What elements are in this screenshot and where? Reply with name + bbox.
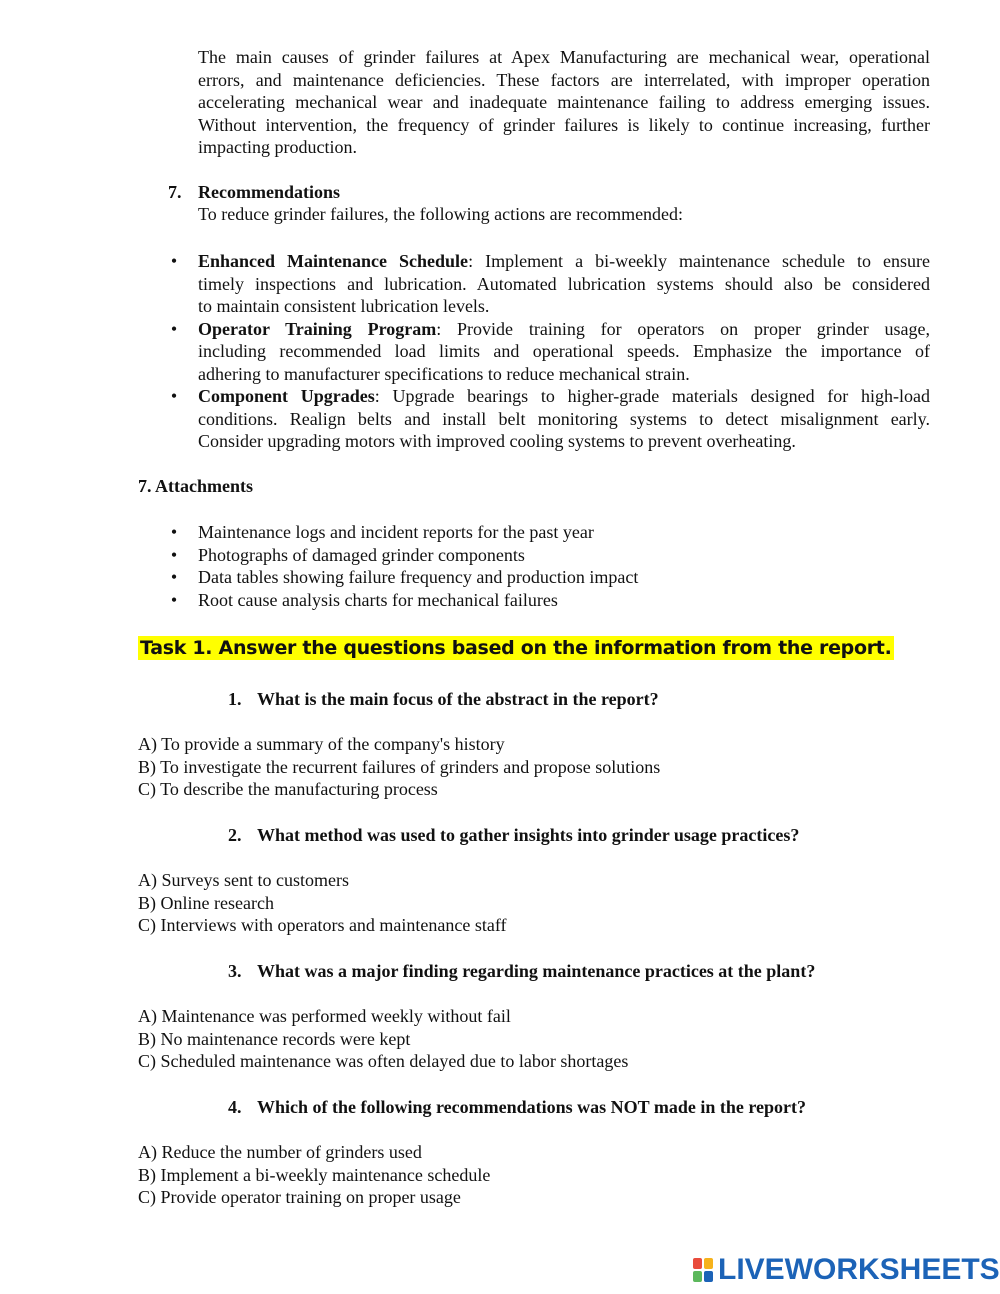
question-number: 3. xyxy=(228,961,242,981)
question-number: 1. xyxy=(228,689,242,709)
answer-option[interactable]: A) Maintenance was performed weekly without fail xyxy=(138,1006,511,1026)
attachments-list xyxy=(168,521,638,611)
answer-option[interactable]: C) Provide operator training on proper usage xyxy=(138,1187,461,1207)
answer-option[interactable]: B) Implement a bi-weekly maintenance schedule xyxy=(138,1164,491,1185)
logo-square xyxy=(693,1271,702,1282)
recommendation-text: : Implement a bi-weekly maintenance schedule to ensure xyxy=(468,251,931,271)
attachment-item xyxy=(168,589,638,612)
attachment-item xyxy=(168,521,638,544)
recommendation-text: to maintain consistent lubrication levels. xyxy=(198,296,490,316)
recommendations-heading: Recommendations xyxy=(198,182,340,202)
recommendations-intro: To reduce grinder failures, the following actions are recommended: xyxy=(198,204,684,224)
answer-option[interactable]: C) Scheduled maintenance was often delayed due to labor shortages xyxy=(138,1051,629,1071)
recommendation-text: adhering to manufacturer specifications to reduce mechanical strain. xyxy=(198,363,690,384)
attachment-text: Data tables showing failure frequency and production impact xyxy=(198,567,639,587)
answer-option[interactable]: B) Online research xyxy=(138,892,274,913)
bullet-icon: • xyxy=(170,567,178,587)
logo-square xyxy=(693,1258,702,1269)
recommendation-text: timely inspections and lubrication. Automated lubrication systems should also be considered xyxy=(198,273,930,294)
conclusion-line: The main causes of grinder failures at Apex Manufacturing are mechanical wear, operational xyxy=(198,47,930,67)
bullet-icon: • xyxy=(170,318,178,339)
conclusion-paragraph xyxy=(198,46,930,159)
question-text: Which of the following recommendations was NOT made in the report? xyxy=(257,1097,806,1117)
attachment-text: Photographs of damaged grinder components xyxy=(198,544,525,565)
conclusion-line: accelerating mechanical wear and inadequate maintenance failing to address emerging issues. xyxy=(198,92,930,112)
question-text: What was a major finding regarding maintenance practices at the plant? xyxy=(257,961,816,981)
answer-option[interactable]: B) No maintenance records were kept xyxy=(138,1028,411,1049)
question-1-options xyxy=(138,733,660,801)
question-number: 2. xyxy=(228,825,242,845)
conclusion-line: errors, and maintenance deficiencies. These factors are interrelated, with improper operation xyxy=(198,69,930,90)
recommendation-item xyxy=(168,318,930,386)
attachments-heading: 7. Attachments xyxy=(138,476,253,496)
logo-text: LIVEWORKSHEETS xyxy=(718,1253,1000,1286)
recommendation-item xyxy=(168,385,930,453)
question-2-options xyxy=(138,869,507,937)
recommendation-text: conditions. Realign belts and install belt monitoring systems to detect misalignment early. xyxy=(198,408,930,429)
liveworksheets-logo[interactable] xyxy=(693,1253,1000,1286)
recommendation-title: Component Upgrades xyxy=(198,386,375,406)
answer-option[interactable]: C) To describe the manufacturing process xyxy=(138,779,438,799)
bullet-icon: • xyxy=(170,544,178,565)
answer-option[interactable]: A) Surveys sent to customers xyxy=(138,870,349,890)
answer-option[interactable]: A) To provide a summary of the company's history xyxy=(138,734,505,754)
recommendations-number: 7. xyxy=(168,182,182,202)
question-1 xyxy=(228,689,659,710)
task-heading: Task 1. Answer the questions based on the information from the report. xyxy=(140,637,892,659)
bullet-icon: • xyxy=(170,522,178,542)
question-2 xyxy=(228,825,799,846)
logo-square xyxy=(704,1258,713,1269)
recommendation-title: Enhanced Maintenance Schedule xyxy=(198,251,469,271)
question-4 xyxy=(228,1097,806,1118)
recommendation-text: including recommended load limits and operational speeds. Emphasize the importance of xyxy=(198,341,930,361)
recommendation-text: : Provide training for operators on proper grinder usage, xyxy=(436,318,930,339)
recommendations-list xyxy=(168,250,930,453)
logo-grid-icon xyxy=(693,1258,713,1282)
attachment-text: Root cause analysis charts for mechanical failures xyxy=(198,589,558,610)
conclusion-line: impacting production. xyxy=(198,137,357,157)
recommendation-item xyxy=(168,250,930,318)
attachment-item xyxy=(168,544,638,567)
recommendation-text: Consider upgrading motors with improved cooling systems to prevent overheating. xyxy=(198,431,796,451)
question-4-options xyxy=(138,1141,490,1209)
logo-square xyxy=(704,1271,713,1282)
attachment-item xyxy=(168,566,638,589)
bullet-icon: • xyxy=(170,251,178,271)
question-3-options xyxy=(138,1005,628,1073)
question-number: 4. xyxy=(228,1097,242,1117)
bullet-icon: • xyxy=(170,386,178,406)
bullet-icon: • xyxy=(170,589,178,610)
recommendation-text: : Upgrade bearings to higher-grade materials designed for high-load xyxy=(374,386,930,406)
answer-option[interactable]: B) To investigate the recurrent failures of grinders and propose solutions xyxy=(138,756,661,777)
attachment-text: Maintenance logs and incident reports for the past year xyxy=(198,522,594,542)
answer-option[interactable]: A) Reduce the number of grinders used xyxy=(138,1142,422,1162)
answer-option[interactable]: C) Interviews with operators and maintenance staff xyxy=(138,915,507,935)
recommendation-title: Operator Training Program xyxy=(198,318,437,339)
conclusion-line: Without intervention, the frequency of grinder failures is likely to continue increasing, further xyxy=(198,114,930,135)
question-text: What method was used to gather insights into grinder usage practices? xyxy=(257,825,800,845)
question-text: What is the main focus of the abstract in the report? xyxy=(257,689,659,709)
question-3 xyxy=(228,961,815,982)
